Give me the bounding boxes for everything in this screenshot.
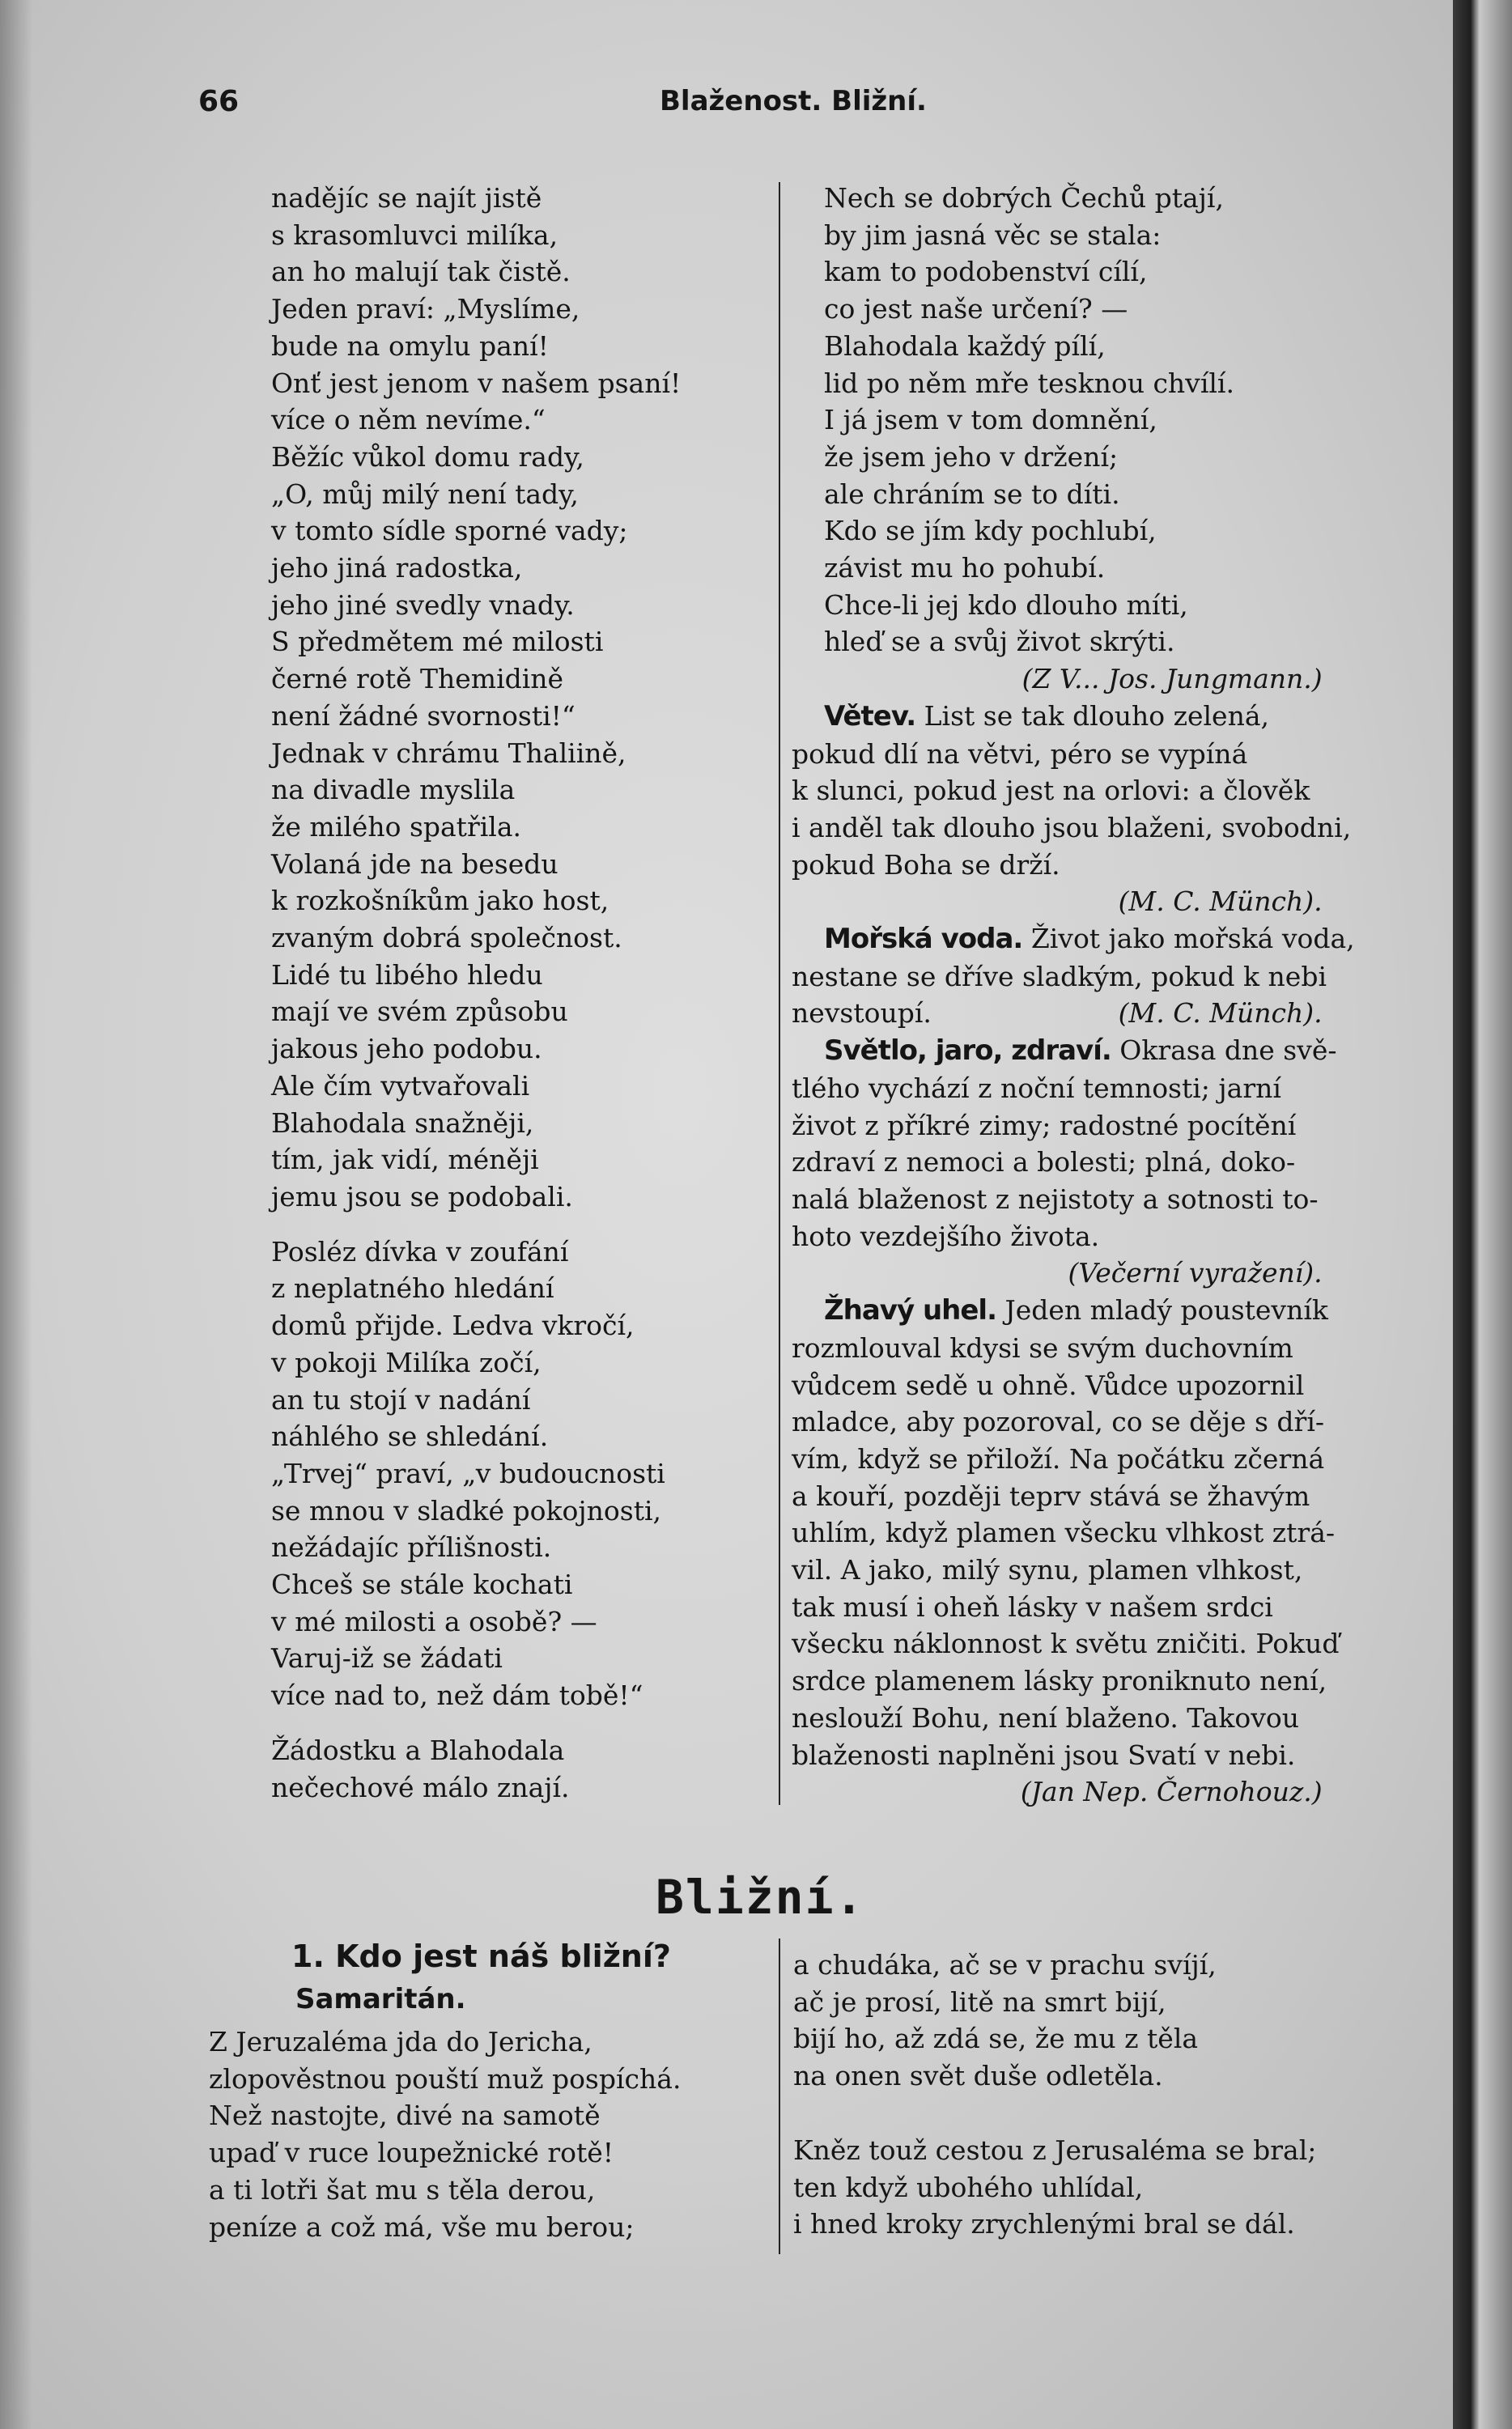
- entry-first-line: [792, 698, 1355, 736]
- poem-line: upaď v ruce loupežnické rotě!: [209, 2137, 614, 2169]
- poem-line: Než nastojte, divé na samotě: [209, 2100, 601, 2132]
- poem-line: z neplatného hledání: [271, 1272, 554, 1305]
- entry-text: List se tak dlouho zelená,: [924, 699, 1269, 732]
- poem-line: Nech se dobrých Čechů ptají,: [824, 182, 1224, 214]
- poem-line: lid po něm mře tesknou chvílí.: [824, 367, 1234, 399]
- entry-line: nestane se dříve sladkým, pokud k nebi: [792, 960, 1327, 992]
- entry-line: pokud Boha se drží.: [792, 848, 1060, 881]
- poem-line: a chudáka, ač se v prachu svíjí,: [793, 1949, 1217, 1981]
- poem-line: Chce-li jej kdo dlouho míti,: [824, 588, 1188, 621]
- poem-line: Kněz touž cestou z Jerusaléma se bral;: [793, 2134, 1317, 2166]
- poem-top-left-column: [271, 180, 681, 1806]
- poem-line: jeho jiná radostka,: [271, 552, 523, 584]
- entry-line: a kouří, později teprv stává se žhavým: [792, 1480, 1310, 1512]
- poem-line: závist mu ho pohubí.: [824, 552, 1106, 584]
- poem-line: Blahodala snažněji,: [271, 1106, 534, 1139]
- poem-line: an tu stojí v nadání: [271, 1383, 531, 1416]
- poem-line: Onť jest jenom v našem psaní!: [271, 367, 682, 399]
- entry-text: Život jako mořská voda,: [1030, 923, 1355, 955]
- entry-first-line: [792, 920, 1355, 958]
- entry-line: vil. A jako, milý synu, plamen vlhkost,: [792, 1554, 1303, 1586]
- poem-line: Kdo se jím kdy pochlubí,: [824, 515, 1157, 547]
- section-title: Bližní.: [656, 1870, 865, 1925]
- poem-line: „Trvej“ praví, „v budoucnosti: [271, 1457, 665, 1489]
- entry-line: i anděl tak dlouho jsou blaženi, svobodni,: [792, 811, 1352, 843]
- entry-line: mladce, aby pozoroval, co se děje s dří-: [792, 1406, 1325, 1438]
- poem-line: Ale čím vytvařovali: [271, 1069, 530, 1102]
- poem-line: tím, jak vidí, méněji: [271, 1144, 539, 1176]
- poem-line: nečechové málo znají.: [271, 1771, 570, 1803]
- poem-line: černé rotě Themidině: [271, 663, 564, 695]
- poem-line: ač je prosí, litě na smrt bijí,: [793, 1985, 1166, 2018]
- stanza-gap: [271, 1714, 681, 1732]
- poem-bottom-left-column: [209, 2023, 681, 2245]
- poem-line: že milého spatřila.: [271, 810, 521, 843]
- poem-line: v mé milosti a osobě? —: [271, 1605, 597, 1637]
- poem-line: jemu jsou se podobali.: [271, 1180, 573, 1212]
- entry-text: Okrasa dne svě-: [1119, 1034, 1337, 1067]
- poem-line: na divadle myslila: [271, 774, 516, 806]
- poem-line: Z Jeruzaléma jda do Jericha,: [209, 2026, 592, 2057]
- entry-text: nevstoupí.: [792, 997, 932, 1030]
- entry-line: neslouží Bohu, není blaženo. Takovou: [792, 1701, 1300, 1734]
- poem-line: co jest naše určení? —: [824, 293, 1128, 325]
- entry-line: tak musí i oheň lásky v našem srdci: [792, 1590, 1273, 1623]
- poem-line: peníze a což má, vše mu berou;: [209, 2210, 635, 2243]
- poem-line: nadějíc se najít jistě: [271, 182, 542, 214]
- attribution: (Večerní vyražení).: [1068, 1257, 1323, 1289]
- stanza-gap: [793, 2095, 1316, 2132]
- entry-text: Jeden mladý poustevník: [1004, 1294, 1328, 1327]
- entry-heading: Žhavý uhel.: [824, 1294, 997, 1327]
- entry-line: hoto vezdejšího života.: [792, 1220, 1100, 1252]
- page-binding-edge: [1453, 0, 1512, 2429]
- poem-line: I já jsem v tom domnění,: [824, 404, 1157, 436]
- entry-line: nalá blaženost z nejistoty a sotnosti to-: [792, 1183, 1319, 1215]
- poem-line: na onen svět duše odletěla.: [793, 2060, 1163, 2092]
- poem-line: bude na omylu paní!: [271, 329, 549, 362]
- entry-heading: Světlo, jaro, zdraví.: [824, 1034, 1111, 1068]
- poem-line: v pokoji Milíka zočí,: [271, 1346, 542, 1378]
- right-column-top: [792, 180, 1355, 1811]
- entry-line: rozmlouval kdysi se svým duchovním: [792, 1331, 1293, 1364]
- page-number: 66: [198, 85, 240, 118]
- poem-line: S předmětem mé milosti: [271, 626, 604, 658]
- poem-line: Žádostku a Blahodala: [271, 1734, 565, 1766]
- entry-line: život z příkré zimy; radostné pocítění: [792, 1109, 1297, 1141]
- poem-line: Posléz dívka v zoufání: [271, 1235, 569, 1268]
- attribution: (M. C. Münch).: [1118, 997, 1323, 1030]
- entry-line: pokud dlí na větvi, péro se vypíná: [792, 737, 1248, 770]
- poem-line: jeho jiné svedly vnady.: [271, 588, 575, 621]
- poem-line: hleď se a svůj život skrýti.: [824, 626, 1175, 658]
- entry-line: zdraví z nemoci a bolesti; plná, doko-: [792, 1146, 1296, 1178]
- poem-line: Blahodala každý pílí,: [824, 329, 1106, 362]
- poem-line: a ti lotři šat mu s těla derou,: [209, 2173, 596, 2206]
- attribution: (Z V... Jos. Jungmann.): [1021, 663, 1323, 695]
- poem-title: Samaritán.: [295, 1983, 466, 2015]
- poem-line: ten když ubohého uhlídal,: [793, 2171, 1144, 2203]
- poem-line: i hned kroky zrychlenými bral se dál.: [793, 2208, 1295, 2240]
- poem-bottom-right-column: [793, 1947, 1316, 2243]
- poem-line: zvaným dobrá společnost.: [271, 922, 622, 954]
- poem-line: náhlého se shledání.: [271, 1420, 549, 1453]
- running-header: Blaženost. Bližní.: [660, 85, 927, 117]
- poem-line: nežádajíc přílišnosti.: [271, 1531, 552, 1564]
- poem-line: se mnou v sladké pokojnosti,: [271, 1494, 661, 1527]
- poem-line: Varuj-iž se žádati: [271, 1642, 503, 1675]
- poem-line: an ho malují tak čistě.: [271, 256, 571, 288]
- page-shadow-left: [0, 0, 32, 2429]
- poem-line: mají ve svém způsobu: [271, 996, 568, 1028]
- entry-heading: Mořská voda.: [824, 923, 1023, 956]
- column-divider-bottom: [779, 1939, 780, 2254]
- poem-line: Jednak v chrámu Thaliině,: [271, 737, 626, 769]
- attribution: (M. C. Münch).: [1118, 885, 1323, 918]
- entry-first-line: [792, 1032, 1355, 1070]
- entry-line: všecku náklonnost k světu zničiti. Pokuď: [792, 1628, 1340, 1660]
- stanza-gap: [271, 1216, 681, 1234]
- entry-line: tlého vychází z noční temnosti; jarní: [792, 1072, 1281, 1104]
- poem-line: jakous jeho podobu.: [271, 1033, 542, 1065]
- poem-line: kam to podobenství cílí,: [824, 256, 1148, 288]
- entry-line: uhlím, když plamen všecku vlhkost ztrá-: [792, 1517, 1336, 1549]
- poem-line: zlopověstnou pouští muž pospíchá.: [209, 2062, 682, 2095]
- entry-line: k slunci, pokud jest na orlovi: a člověk: [792, 775, 1310, 807]
- poem-line: v tomto sídle sporné vady;: [271, 515, 628, 547]
- entry-line: vím, když se přiloží. Na počátku zčerná: [792, 1442, 1325, 1475]
- poem-line: Chceš se stále kochati: [271, 1569, 573, 1601]
- poem-line: k rozkošníkům jako host,: [271, 885, 609, 917]
- poem-line: Lidé tu libého hledu: [271, 958, 543, 991]
- poem-line: Jeden praví: „Myslíme,: [271, 293, 580, 325]
- subsection-heading: 1. Kdo jest náš bližní?: [291, 1939, 671, 1974]
- poem-line: Volaná jde na besedu: [271, 847, 559, 880]
- entry-heading: Větev.: [824, 699, 916, 733]
- entry-line: srdce plamenem lásky proniknuto není,: [792, 1665, 1327, 1697]
- poem-line: více o něm nevíme.“: [271, 404, 546, 436]
- entry-line: vůdcem sedě u ohně. Vůdce upozornil: [792, 1369, 1305, 1401]
- entry-line: blaženosti naplněni jsou Svatí v nebi.: [792, 1739, 1296, 1771]
- column-divider-top: [779, 182, 780, 1805]
- poem-line: Běžíc vůkol domu rady,: [271, 440, 584, 473]
- poem-line: s krasomluvci milíka,: [271, 219, 559, 251]
- poem-line: více nad to, než dám tobě!“: [271, 1679, 643, 1712]
- entry-line: [792, 995, 1355, 1032]
- attribution: (Jan Nep. Černohouz.): [1020, 1776, 1323, 1808]
- poem-line: že jsem jeho v držení;: [824, 440, 1119, 473]
- poem-line: by jim jasná věc se stala:: [824, 219, 1162, 251]
- poem-line: domů přijde. Ledva vkročí,: [271, 1310, 635, 1342]
- poem-line: „O, můj milý není tady,: [271, 478, 579, 510]
- entry-first-line: [792, 1292, 1355, 1330]
- poem-line: není žádné svornosti!“: [271, 699, 575, 732]
- poem-line: ale chráním se to díti.: [824, 478, 1120, 510]
- poem-line: bijí ho, až zdá se, že mu z těla: [793, 2023, 1199, 2055]
